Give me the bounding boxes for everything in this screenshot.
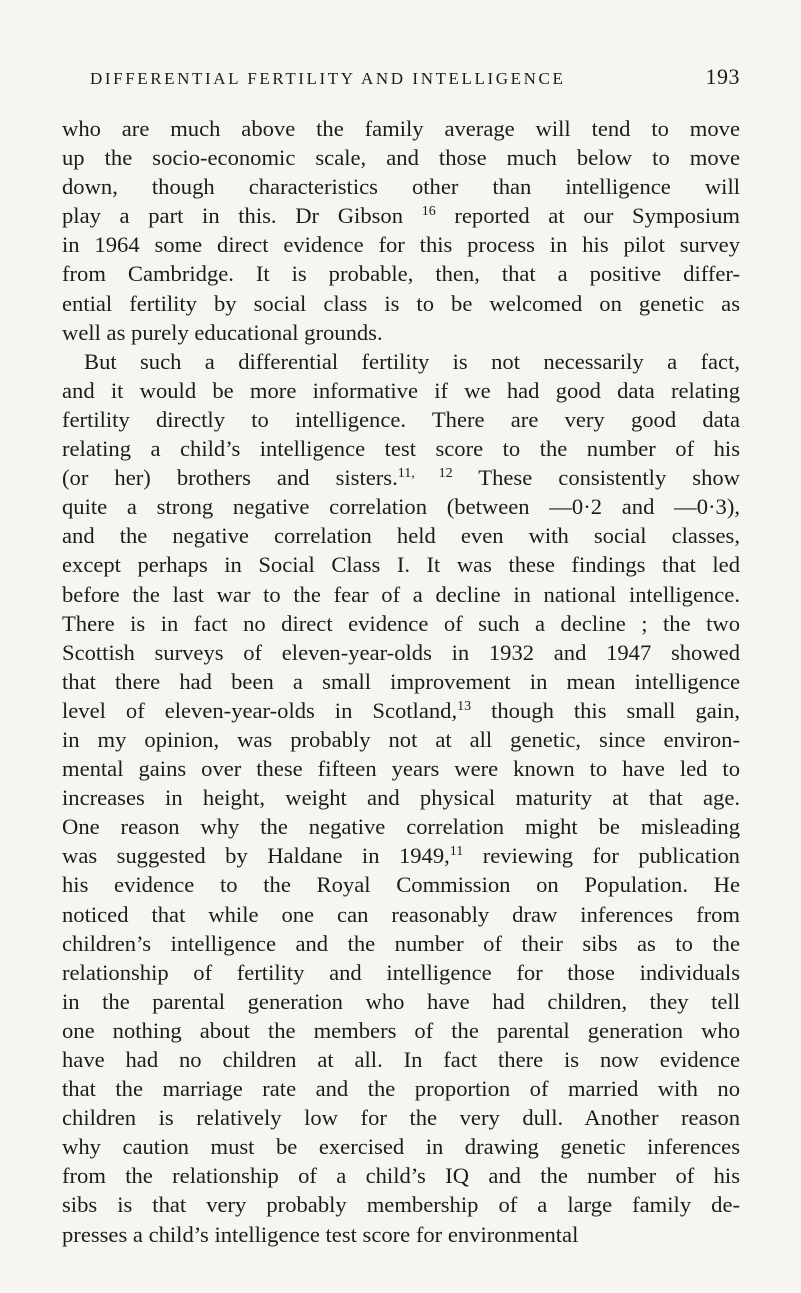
- text-line: play a part in this. Dr Gibson $^{16}$ reported at our Symposium: [62, 203, 741, 229]
- text-line: mental gains over these fifteen years were known to have led to: [62, 756, 740, 782]
- footnote-ref: 11: [449, 844, 464, 860]
- text-line: his evidence to the Royal Commission on Population. He: [62, 872, 740, 898]
- text-line: (or her) brothers and sisters.$^{11, 12}$ These consistently show: [62, 465, 740, 491]
- footnote-ref: 16: [421, 204, 436, 220]
- paragraph: [62, 114, 740, 347]
- text-line: why caution must be exercised in drawing genetic inferences: [62, 1134, 740, 1160]
- text-line: ential fertility by social class is to be welcomed on genetic as: [62, 290, 740, 316]
- text-line: in the parental generation who have had children, they tell: [62, 988, 740, 1014]
- text-line: that the marriage rate and the proportion of married with no: [62, 1076, 740, 1102]
- text-line: before the last war to the fear of a decline in national intelligence.: [62, 581, 740, 607]
- text-line: except perhaps in Social Class I. It was these findings that led: [62, 552, 740, 578]
- text-line: Scottish surveys of eleven-year-olds in 1932 and 1947 showed: [62, 639, 740, 665]
- text-line: down, though characteristics other than intelligence will: [62, 174, 740, 200]
- text-line: increases in height, weight and physical maturity at that age.: [62, 785, 740, 811]
- text-line: and the negative correlation held even with social classes,: [62, 523, 740, 549]
- text-line: in 1964 some direct evidence for this process in his pilot survey: [62, 232, 740, 258]
- text-line: have had no children at all. In fact there is now evidence: [62, 1047, 740, 1072]
- text-line: from the relationship of a child’s IQ and the number of his: [62, 1163, 740, 1189]
- text-line: was suggested by Haldane in 1949,11 reviewing for publication: [62, 843, 740, 869]
- footnote-ref: 13: [457, 698, 472, 714]
- body-text: [62, 114, 740, 1249]
- text-line: But such a differential fertility is not necessarily a fact,: [84, 348, 740, 374]
- text-line: that there had been a small improvement in mean intelligence: [62, 668, 740, 694]
- text-line: from Cambridge. It is probable, then, that a positive differ-: [62, 261, 740, 287]
- text-line: who are much above the family average will tend to move: [62, 116, 740, 141]
- text-line: level of eleven-year-olds in Scotland,$^{13}$ though this small gain,: [62, 697, 740, 723]
- text-line: One reason why the negative correlation might be misleading: [62, 814, 740, 840]
- footnote-ref: 11, 12: [397, 466, 453, 482]
- text-line: sibs is that very probably membership of a large family de-: [62, 1192, 740, 1218]
- text-line: up the socio-economic scale, and those much below to move: [62, 145, 740, 171]
- book-page: [62, 64, 740, 1249]
- text-line: presses a child’s intelligence test score for environmental: [62, 1221, 579, 1247]
- page-number: 193: [705, 64, 740, 89]
- text-line: There is in fact no direct evidence of such a decline ; the two: [62, 610, 740, 636]
- text-line: fertility directly to intelligence. There are very good data: [62, 406, 740, 432]
- text-line: well as purely educational grounds.: [62, 319, 383, 345]
- text-line: one nothing about the members of the parental generation who: [62, 1017, 740, 1043]
- text-line: quite a strong negative correlation (between —0·2 and —0·3),: [62, 494, 740, 520]
- text-line: relationship of fertility and intelligence for those individuals: [62, 959, 740, 985]
- text-line: children’s intelligence and the number of their sibs as to the: [62, 930, 740, 956]
- paragraph: [62, 347, 740, 1249]
- text-line: children is relatively low for the very dull. Another reason: [62, 1105, 740, 1131]
- running-title: DIFFERENTIAL FERTILITY AND INTELLIGENCE: [90, 69, 566, 88]
- text-line: relating a child’s intelligence test score to the number of his: [62, 436, 740, 462]
- text-line: in my opinion, was probably not at all genetic, since environ-: [62, 726, 740, 752]
- text-line: and it would be more informative if we had good data relating: [62, 377, 740, 403]
- text-line: noticed that while one can reasonably draw inferences from: [62, 901, 740, 927]
- page-header: [62, 64, 740, 108]
